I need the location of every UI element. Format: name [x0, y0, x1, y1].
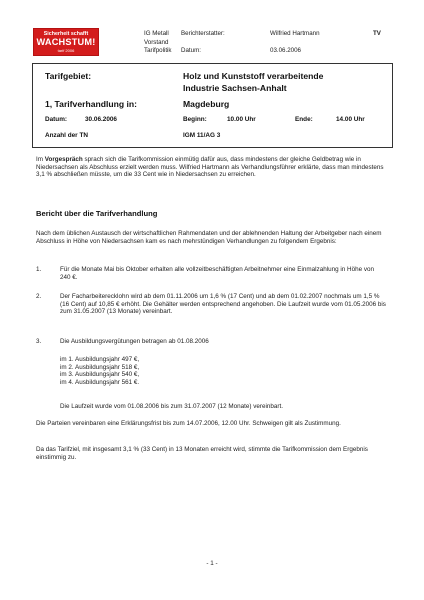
logo-line-3: tarif 2006 [57, 47, 75, 53]
section-title: Bericht über die Tarifverhandlung [36, 209, 158, 218]
item-2-number: 2. [36, 293, 42, 300]
ausbildungsjahr-1: im 1. Ausbildungsjahr 497 €, [60, 356, 140, 363]
ausbildungsjahr-4: im 4. Ausbildungsjahr 561 €. [60, 379, 140, 387]
tarifgebiet-label: Tarifgebiet: [45, 71, 92, 81]
item-1-text: Für die Monate Mai bis Oktober erhalten alle vollzeitbeschäftigten Arbeitnehmer eine Einmalzahlung in Höhe von 240 €. [60, 266, 374, 281]
item-2-text: Der Facharbeiterecklohn wird ab dem 01.11.2006 um 1,6 % (17 Cent) und ab dem 01.02.2007 nochmals um 1,5 % (16 Cent) auf 10,85 € erhöht. Die Gehälter werden entsprechend angehoben. Die Laufzeit wurde vom 01.05.2006 bis zum 31.05.2007 (13 Monate) vereinbart. [60, 293, 386, 316]
reporter-label: Berichterstatter: [181, 30, 225, 37]
beginn-label: Beginn: [183, 116, 207, 123]
ausbildungsjahr-3: im 3. Ausbildungsjahr 540 €, [60, 371, 140, 379]
logo-line-2: WACHSTUM! [36, 37, 96, 48]
ende-value: 14.00 Uhr [336, 116, 365, 123]
item-3-number: 3. [36, 338, 42, 345]
datum-label: Datum: [45, 116, 68, 123]
header-values [270, 30, 320, 56]
org-line-1: IG Metall [144, 30, 169, 37]
item-3-text: Die Ausbildungsvergütungen betragen ab 01.08.2006 [60, 338, 209, 345]
tarifgebiet-value-2: Industrie Sachsen-Anhalt [183, 83, 287, 93]
reporter-name: Wilfried Hartmann [270, 30, 320, 37]
report-paragraph: Nach dem üblichen Austausch der wirtschaftlichen Rahmendaten und der ablehnenden Haltung der Arbeitgeber nach einem Abschluss in Höhe von Niedersachsen kam es nach mehrstündigen Verhandlungen zu folgendem Ergebnis: [36, 230, 382, 245]
ig-metall-campaign-logo [33, 28, 99, 56]
ausbildungsjahre-list [60, 356, 139, 387]
page-number: - 1 - [206, 560, 218, 567]
intro-paragraph [36, 156, 388, 179]
tarifgebiet-value-1: Holz und Kunststoff verarbeitende [183, 71, 324, 81]
intro-text: sprach sich die Tarifkommission einmütig dafür aus, dass mindestens der gleiche Geldbetrag wie in Niedersachsen als Abschluss erzielt werden muss. Wilfried Hartmann als Verhandlungsführer erklärte, dass man mindestens 3,1 % abschließen müsste, um die 33 Cent wie in Niedersachsen zu erreichen. [36, 156, 384, 179]
header-labels [181, 30, 225, 56]
ausbildungsjahr-2: im 2. Ausbildungsjahr 518 €, [60, 363, 140, 371]
laufzeit-text: Die Laufzeit wurde vom 01.08.2006 bis zum 31.07.2007 (12 Monate) vereinbart. [60, 403, 283, 410]
ende-label: Ende: [295, 116, 313, 123]
verhandlung-label: 1, Tarifverhandlung in: [45, 99, 137, 109]
igm-value: IGM 11/AG 3 [183, 132, 221, 139]
tarifziel-paragraph: Da das Tarifziel, mit insgesamt 3,1 % (33 Cent) in 13 Monaten erreicht wird, stimmte die Tarifkommission dem Ergebnis einstimmig zu. [36, 446, 368, 461]
erklaerungsfrist-paragraph: Die Parteien vereinbaren eine Erklärungsfrist bis zum 14.07.2006, 12.00 Uhr. Schweigen gilt als Zustimmung. [36, 420, 341, 427]
negotiation-info-box [32, 63, 393, 148]
verhandlung-value: Magdeburg [183, 99, 230, 109]
beginn-value: 10.00 Uhr [227, 116, 256, 123]
intro-prefix: Im [36, 156, 45, 163]
date-label: Datum: [181, 47, 201, 55]
org-line-3: Tarifpolitik [144, 47, 172, 55]
intro-bold: Vorgespräch [44, 156, 83, 163]
anzahl-label: Anzahl der TN [45, 132, 88, 139]
header-organisation [144, 30, 172, 56]
org-line-2: Vorstand [144, 38, 169, 46]
datum-value: 30.06.2006 [85, 116, 117, 123]
header-tag: TV [373, 30, 381, 37]
logo-line-1: Sicherheit schafft [43, 31, 89, 37]
item-1-number: 1. [36, 266, 42, 273]
report-date: 03.06.2006 [270, 47, 301, 55]
